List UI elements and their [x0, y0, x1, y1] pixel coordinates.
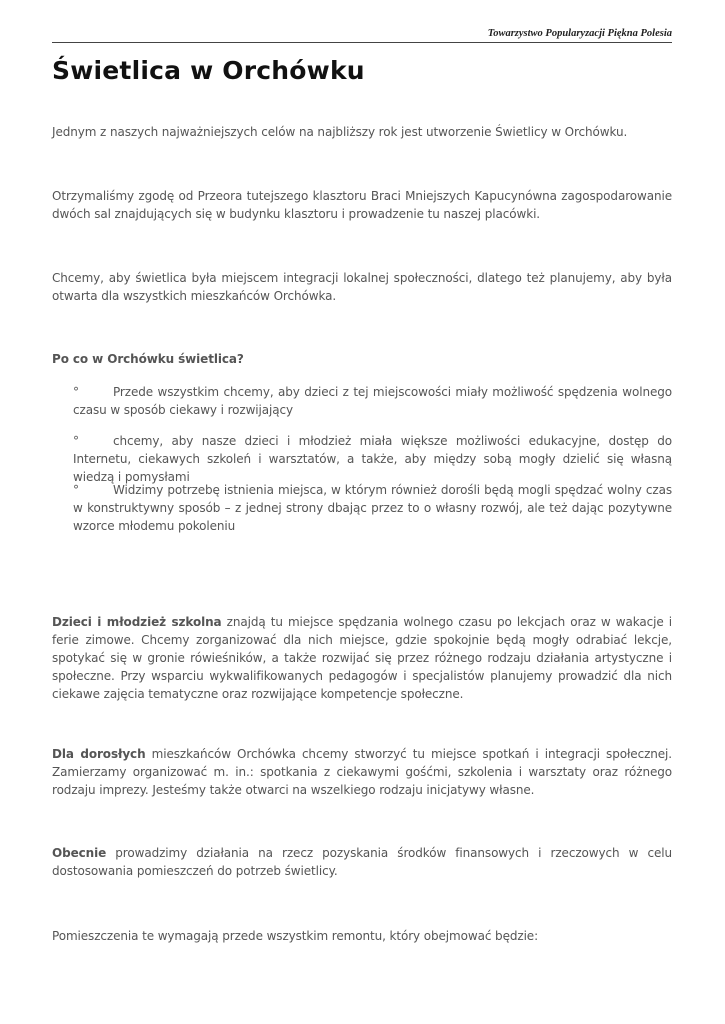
current-lead: Obecnie — [52, 846, 107, 860]
bullet-mark: ° — [73, 434, 79, 448]
bullet-mark: ° — [73, 483, 79, 497]
adults-paragraph — [52, 745, 672, 799]
list-item — [73, 432, 672, 486]
bullet-text: Przede wszystkim chcemy, aby dzieci z tej miejscowości miały możliwość spędzenia wolnego czasu w sposób ciekawy i rozwijający — [73, 385, 672, 417]
section-heading: Po co w Orchówku świetlica? — [52, 352, 244, 366]
youth-text: znajdą tu miejsce spędzania wolnego czasu po lekcjach oraz w wakacje i ferie zimowe. Chcemy zorganizować dla nich miejsce, gdzie spokojnie będą mogły odrabiać lekcje, spotykać się w gronie rówieśników, a także rozwijać się przez różnego rodzaju działania artystyczne i społeczne. Przy wsparciu wykwalifikowanych pedagogów i specjalistów planujemy prowadzić dla nich ciekawe zajęcia tematyczne oraz rozwijające kompetencje społeczne. — [52, 615, 672, 701]
list-item — [73, 383, 672, 419]
bullet-text: chcemy, aby nasze dzieci i młodzież miała większe możliwości edukacyjne, dostęp do Internetu, ciekawych szkoleń i warsztatów, a także, aby między sobą mogły dzielić się własną wiedzą i pomysłami — [73, 434, 672, 484]
youth-paragraph — [52, 613, 672, 703]
bullet-mark: ° — [73, 385, 79, 399]
adults-lead: Dla dorosłych — [52, 747, 146, 761]
permission-paragraph: Otrzymaliśmy zgodę od Przeora tutejszego klasztoru Braci Mniejszych Kapucynówna zagospodarowanie dwóch sal znajdujących się w budynku klasztoru i prowadzenie tu naszej placówki. — [52, 189, 672, 221]
youth-lead: Dzieci i młodzież szkolna — [52, 615, 222, 629]
organization-name: Towarzystwo Popularyzacji Piękna Polesia — [487, 28, 672, 39]
final-paragraph: Pomieszczenia te wymagają przede wszystkim remontu, który obejmować będzie: — [52, 929, 539, 943]
list-item — [73, 481, 672, 535]
current-paragraph — [52, 844, 672, 880]
current-text: prowadzimy działania na rzecz pozyskania środków finansowych i rzeczowych w celu dostosowania pomieszczeń do potrzeb świetlicy. — [52, 846, 672, 878]
intro-paragraph: Jednym z naszych najważniejszych celów na najbliższy rok jest utworzenie Świetlicy w Orchówku. — [52, 125, 628, 139]
running-header — [52, 28, 672, 43]
adults-text: mieszkańców Orchówka chcemy stworzyć tu miejsce spotkań i integracji społecznej. Zamierzamy organizować m. in.: spotkania z ciekawymi gośćmi, szkolenia i warsztaty oraz różnego rodzaju imprezy. Jesteśmy także otwarci na wszelkiego rodzaju inicjatywy własne. — [52, 747, 672, 797]
integration-paragraph: Chcemy, aby świetlica była miejscem integracji lokalnej społeczności, dlatego też planujemy, aby była otwarta dla wszystkich mieszkańców Orchówka. — [52, 271, 672, 303]
page-title: Świetlica w Orchówku — [52, 56, 365, 85]
bullet-text: Widzimy potrzebę istnienia miejsca, w którym również dorośli będą mogli spędzać wolny czas w konstruktywny sposób – z jednej strony dbając przez to o własny rozwój, ale też dając pozytywne wzorce młodemu pokoleniu — [73, 483, 672, 533]
